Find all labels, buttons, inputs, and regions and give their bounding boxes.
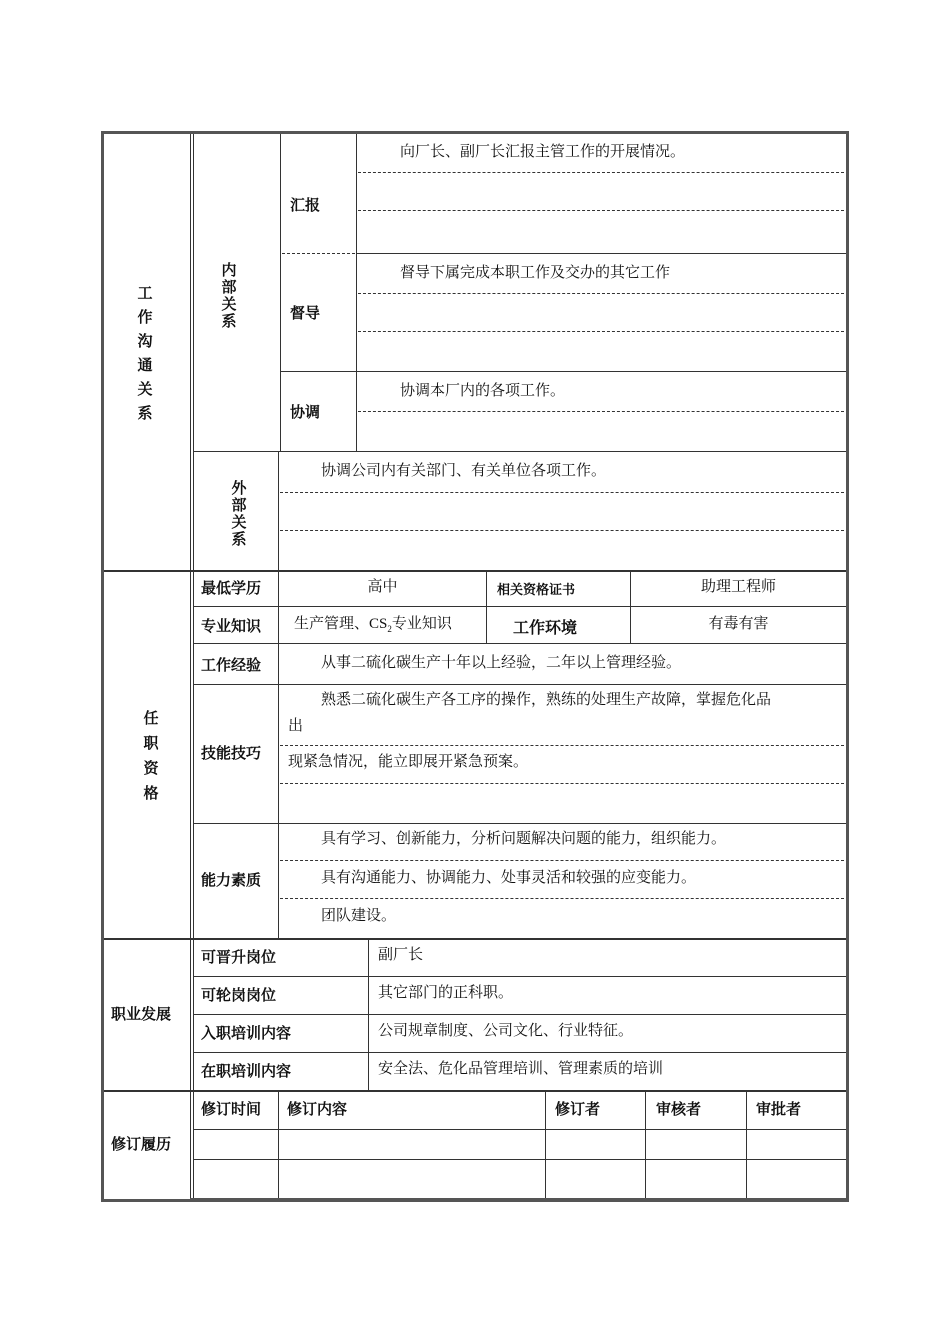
coordinate-label: 协调 — [290, 404, 321, 421]
knowledge-value — [294, 613, 452, 640]
certificate-value: 助理工程师 — [700, 579, 776, 595]
certificate-label: 相关资格证书 — [497, 582, 576, 597]
section-title-career: 职业发展 — [111, 1006, 172, 1023]
knowledge-value-sub: 2 — [387, 624, 392, 634]
external-text: 协调公司内有关部门、有关单位各项工作。 — [321, 463, 607, 479]
ability-label: 能力素质 — [201, 872, 262, 889]
section-title-qualifications: 任职资格 — [143, 710, 159, 802]
revision-header-time: 修订时间 — [201, 1101, 262, 1118]
revision-header-reviewer: 审核者 — [656, 1101, 702, 1118]
environment-value: 有毒有害 — [708, 616, 769, 632]
revision-header-content: 修订内容 — [287, 1101, 348, 1118]
experience-value: 从事二硫化碳生产十年以上经验，二年以上管理经验。 — [321, 655, 682, 671]
career-row-value-3: 安全法、危化品管理培训、管理素质的培训 — [378, 1061, 664, 1077]
experience-label: 工作经验 — [201, 657, 262, 674]
career-row-value-1: 其它部门的正科职。 — [378, 985, 514, 1001]
education-label: 最低学历 — [201, 580, 262, 597]
career-row-label-2: 入职培训内容 — [201, 1025, 292, 1042]
skills-line2: 出 — [288, 718, 304, 734]
supervise-text: 督导下属完成本职工作及交办的其它工作 — [400, 265, 671, 281]
career-row-value-0: 副厂长 — [378, 947, 424, 963]
skills-line3: 现紧急情况，能立即展开紧急预案。 — [288, 754, 529, 770]
education-value: 高中 — [367, 579, 398, 595]
career-row-value-2: 公司规章制度、公司文化、行业特征。 — [378, 1023, 634, 1039]
career-row-label-0: 可晋升岗位 — [201, 949, 277, 966]
section-title-revision: 修订履历 — [111, 1136, 172, 1153]
skills-label: 技能技巧 — [201, 745, 262, 762]
external-relation-title: 外部关系 — [231, 480, 247, 548]
report-label: 汇报 — [290, 197, 321, 214]
career-row-label-3: 在职培训内容 — [201, 1063, 292, 1080]
internal-relation-title: 内部关系 — [221, 262, 237, 330]
ability-line3: 团队建设。 — [321, 908, 397, 924]
career-row-label-1: 可轮岗岗位 — [201, 987, 277, 1004]
report-text: 向厂长、副厂长汇报主管工作的开展情况。 — [400, 144, 686, 160]
revision-header-reviser: 修订者 — [555, 1101, 601, 1118]
environment-label: 工作环境 — [513, 620, 578, 637]
coordinate-text: 协调本厂内的各项工作。 — [400, 383, 566, 399]
revision-header-approver: 审批者 — [756, 1101, 802, 1118]
knowledge-label: 专业知识 — [201, 618, 262, 635]
ability-line2: 具有沟通能力、协调能力、处事灵活和较强的应变能力。 — [321, 870, 697, 886]
skills-line1: 熟悉二硫化碳生产各工序的操作，熟练的处理生产故障，掌握危化品 — [321, 692, 772, 708]
ability-line1: 具有学习、创新能力，分析问题解决问题的能力，组织能力。 — [321, 831, 727, 847]
supervise-label: 督导 — [290, 305, 321, 322]
knowledge-value-post: 专业知识 — [391, 616, 452, 632]
section-title-communication: 工作沟通关系 — [137, 285, 153, 422]
knowledge-value-pre: 生产管理、CS — [294, 616, 388, 632]
